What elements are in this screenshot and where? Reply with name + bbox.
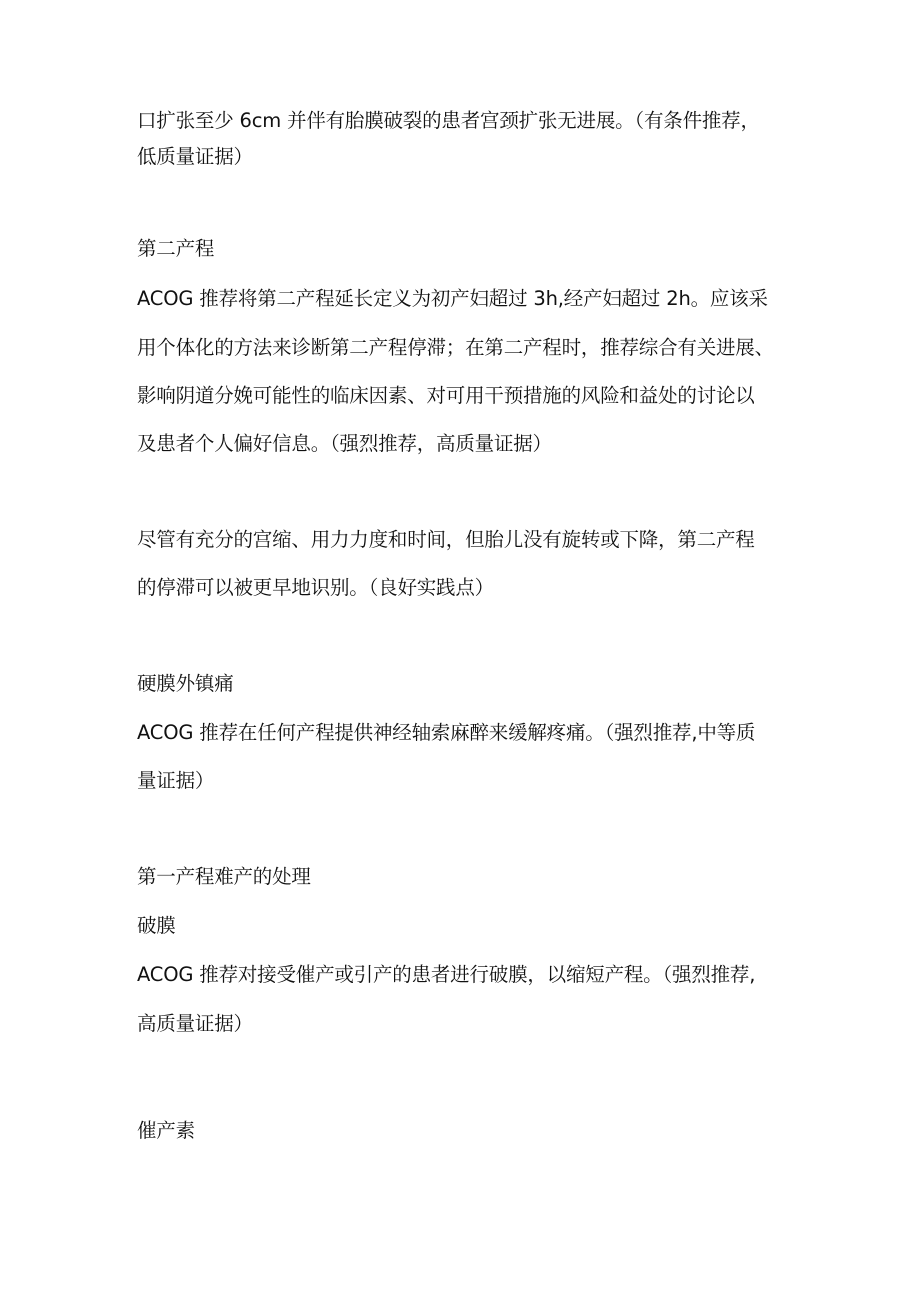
text-line: 的停滞可以被更早地识别。（良好实践点） (137, 576, 494, 599)
section-heading: 第二产程 (137, 237, 215, 260)
subsection-heading: 破膜 (137, 914, 176, 937)
subsection-heading: 催产素 (137, 1119, 195, 1142)
text-line: 尽管有充分的宫缩、用力力度和时间，但胎儿没有旋转或下降，第二产程 (137, 528, 755, 551)
text-line: 及患者个人偏好信息。（强烈推荐，高质量证据） (137, 432, 552, 455)
text-line: 低质量证据） (137, 145, 253, 168)
section-heading: 第一产程难产的处理 (137, 865, 311, 888)
text-line: ACOG 推荐将第二产程延长定义为初产妇超过 3h,经产妇超过 2h。应该采 (137, 287, 768, 310)
text-line: ACOG 推荐对接受催产或引产的患者进行破膜，以缩短产程。（强烈推荐, (137, 963, 756, 986)
text-line: 量证据） (137, 769, 215, 792)
text-line: 用个体化的方法来诊断第二产程停滞；在第二产程时，推荐综合有关进展、 (137, 336, 774, 359)
text-line: ACOG 推荐在任何产程提供神经轴索麻醉来缓解疼痛。（强烈推荐,中等质 (137, 721, 756, 744)
text-line: 影响阴道分娩可能性的临床因素、对可用干预措施的风险和益处的讨论以 (137, 384, 755, 407)
text-line: 口扩张至少 6cm 并伴有胎膜破裂的患者宫颈扩张无进展。（有条件推荐， (137, 109, 760, 132)
text-line: 高质量证据） (137, 1012, 253, 1035)
section-heading: 硬膜外镇痛 (137, 672, 234, 695)
